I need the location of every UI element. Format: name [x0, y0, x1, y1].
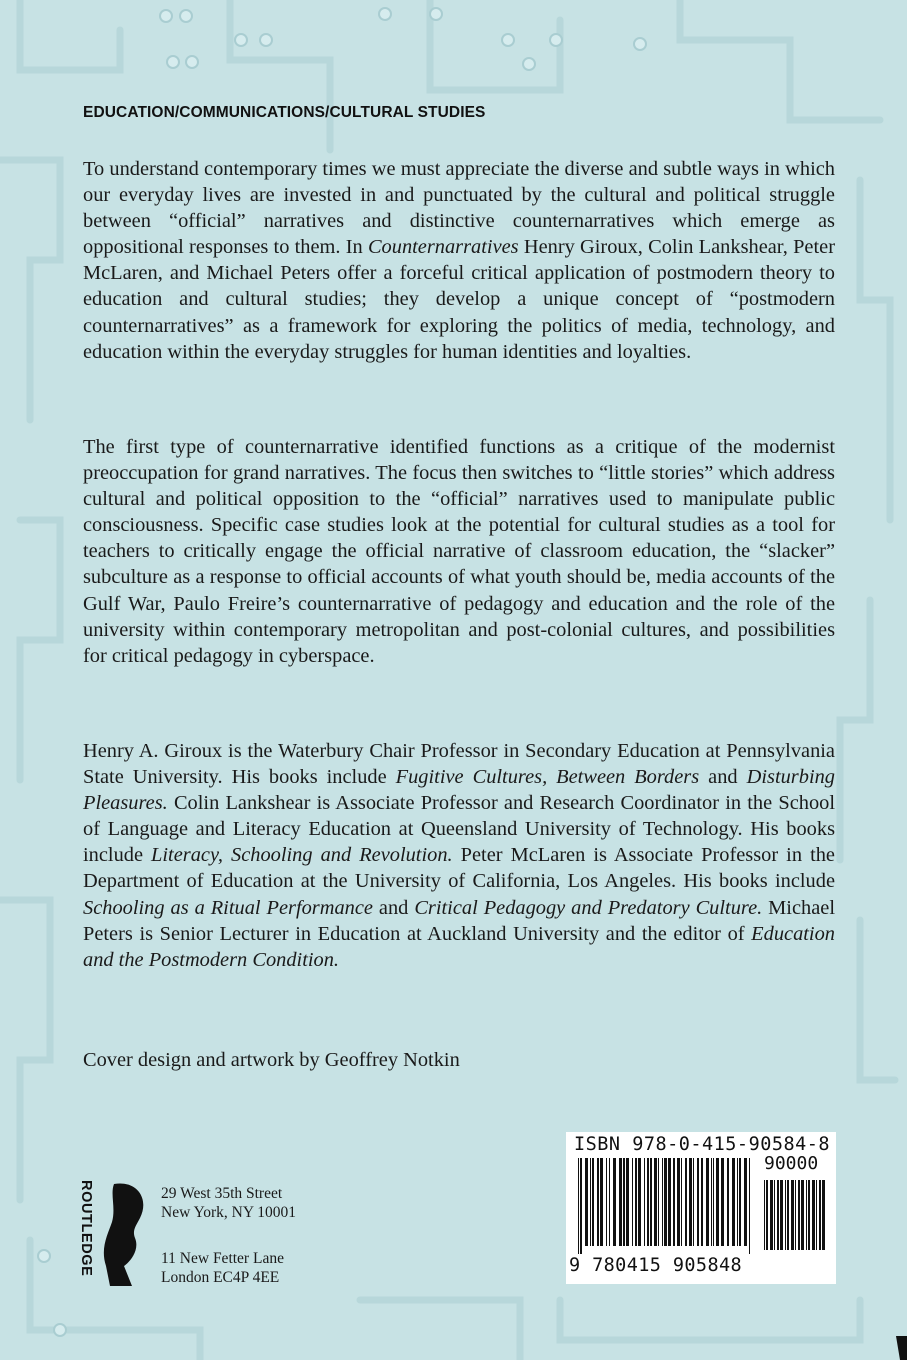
- barcode-bar: [613, 1158, 616, 1246]
- p1-text-a: To understand contemporary times we must appreciate the diverse and subtle ways in which our everyday lives are invested in and punctuated by the cultural and political struggle between “official” narratives and distinctive counternarratives which emerge as oppositional responses to them. In: [83, 158, 835, 259]
- barcode-bar: [685, 1158, 687, 1246]
- barcode-bar: [654, 1158, 657, 1246]
- addon-bar: [816, 1180, 817, 1250]
- barcode-bar: [744, 1158, 747, 1246]
- barcode-bar: [701, 1158, 703, 1246]
- address-line: 29 West 35th Street: [161, 1185, 283, 1202]
- bio-text: Peter McLaren is Associate Professor in the Department of Education at the University of California, Los Angeles. His books include: [83, 844, 835, 893]
- barcode-bar: [619, 1158, 622, 1246]
- addon-bar: [806, 1180, 807, 1250]
- barcode-bar: [623, 1158, 625, 1246]
- bio-text: Henry A. Giroux is the Waterbury Chair Professor in Secondary Education at Pennsylvania State University. His books include: [83, 740, 835, 789]
- barcode-bar: [749, 1158, 750, 1254]
- barcode-bar: [668, 1158, 671, 1246]
- addon-bar: [808, 1180, 810, 1250]
- barcode-bar: [609, 1158, 610, 1246]
- barcode-bar: [626, 1158, 629, 1246]
- barcode-bar: [737, 1158, 738, 1246]
- barcode-bar: [635, 1158, 637, 1246]
- barcode-bar: [632, 1158, 633, 1246]
- description-paragraph-1: [83, 156, 835, 365]
- bio-book-title: Education and the Postmodern Condition.: [83, 922, 835, 971]
- addon-bar: [787, 1180, 789, 1250]
- addon-bar: [780, 1180, 783, 1250]
- barcode-bar: [590, 1158, 591, 1246]
- addon-bar: [798, 1180, 800, 1250]
- addon-bar: [766, 1180, 768, 1250]
- barcode-bar: [580, 1158, 582, 1254]
- address-line: 11 New Fetter Lane: [161, 1250, 284, 1267]
- barcode-bar: [706, 1158, 709, 1246]
- bio-book-title: Schooling as a Ritual Performance: [83, 896, 373, 919]
- barcode-bar: [673, 1158, 675, 1246]
- isbn-label: ISBN 978-0-415-90584-8: [574, 1134, 831, 1155]
- barcode-bar: [592, 1158, 594, 1246]
- corner-mark: [892, 1336, 907, 1360]
- routledge-logo: [80, 1178, 150, 1288]
- address-new-york: [161, 1184, 296, 1222]
- p1-text-b: Henry Giroux, Colin Lankshear, Peter McLaren, and Michael Peters offer a forceful critical application of postmodern theory to education and cultural studies; they develop a unique concept of “postmodern counternarratives” as a framework for exploring the politics of media, technology, and education within the everyday struggles for human identities and loyalties.: [83, 236, 835, 363]
- cover-credit: Cover design and artwork by Geoffrey Notkin: [83, 1049, 460, 1071]
- addon-bar: [785, 1180, 786, 1250]
- address-line: New York, NY 10001: [161, 1204, 297, 1221]
- addon-bar: [812, 1180, 815, 1250]
- addon-bar: [791, 1180, 794, 1250]
- addon-bar: [819, 1180, 821, 1250]
- barcode-bar: [713, 1158, 714, 1246]
- address-line: London EC4P 4EE: [161, 1269, 280, 1286]
- bio-book-title: Disturbing Pleasures.: [83, 766, 835, 815]
- isbn-barcode: [566, 1132, 836, 1284]
- barcode-bar: [693, 1158, 694, 1246]
- addon-bar: [822, 1180, 825, 1250]
- addon-bar: [770, 1180, 773, 1250]
- barcode-bar: [681, 1158, 682, 1246]
- book-title: Counternarratives: [367, 236, 519, 259]
- barcode-bar: [677, 1158, 680, 1246]
- bio-book-title: Fugitive Cultures, Between Borders: [395, 766, 700, 789]
- barcode-bar: [716, 1158, 719, 1246]
- bio-text: and: [699, 766, 747, 789]
- barcode-bar: [585, 1158, 588, 1246]
- barcode-bar: [689, 1158, 692, 1246]
- addon-bar: [777, 1180, 779, 1250]
- barcode-bar: [606, 1158, 607, 1246]
- addon-bar: [801, 1180, 804, 1250]
- barcode-bar: [650, 1158, 652, 1246]
- barcode-bar: [597, 1158, 599, 1246]
- barcode-bar: [727, 1158, 729, 1246]
- barcode-bar: [697, 1158, 699, 1246]
- barcode-bar: [647, 1158, 649, 1246]
- bio-text: Colin Lankshear is Associate Professor and Research Coordinator in the School of Language and Literacy Education at Queensland University of Technology. His books include: [83, 792, 835, 867]
- barcode-bar: [638, 1158, 641, 1246]
- barcode-bar: [600, 1158, 603, 1246]
- barcode-bar: [644, 1158, 645, 1246]
- bio-book-title: Critical Pedagogy and Predatory Culture.: [414, 896, 763, 919]
- barcode-bar: [739, 1158, 741, 1246]
- barcode-bar: [721, 1158, 724, 1246]
- address-london: [161, 1249, 284, 1287]
- bio-text: Michael Peters is Senior Lecturer in Education at Auckland University and the editor of: [83, 896, 835, 945]
- price-code: 90000: [764, 1153, 819, 1174]
- ean-number: 9 780415 905848: [569, 1255, 743, 1276]
- barcode-bar: [711, 1158, 712, 1246]
- addon-bar: [764, 1180, 765, 1250]
- addon-bar: [774, 1180, 775, 1250]
- category-label: EDUCATION/COMMUNICATIONS/CULTURAL STUDIES: [83, 104, 486, 121]
- description-paragraph-2: The first type of counternarrative identified functions as a critique of the modernist preoccupation for grand narratives. The focus then switches to “little stories” which address cultural and political opposition to the “official” narratives used to manipulate public consciousness. Specific case studies look at the potential for cultural studies as a tool for teachers to critically engage the official narrative of classroom education, the “slacker” subculture as a response to official accounts of what youth should be, media accounts of the Gulf War, Paulo Freire’s counternarrative of pedagogy and education and the role of the university within contemporary metropolitan and post-colonial cultures, and possibilities for critical pedagogy in cyberspace.: [83, 436, 835, 667]
- publisher-name: ROUTLEDGE: [78, 1180, 94, 1277]
- barcode-bar: [664, 1158, 667, 1246]
- bio-text: and: [372, 896, 415, 919]
- addon-bar: [795, 1180, 796, 1250]
- bio-book-title: Literacy, Schooling and Revolution.: [151, 844, 453, 867]
- barcode-bar: [732, 1158, 735, 1246]
- barcode-bar: [578, 1158, 579, 1254]
- barcode-bar: [662, 1158, 663, 1246]
- barcode-bar: [658, 1158, 659, 1246]
- author-bio-paragraph: [83, 738, 835, 973]
